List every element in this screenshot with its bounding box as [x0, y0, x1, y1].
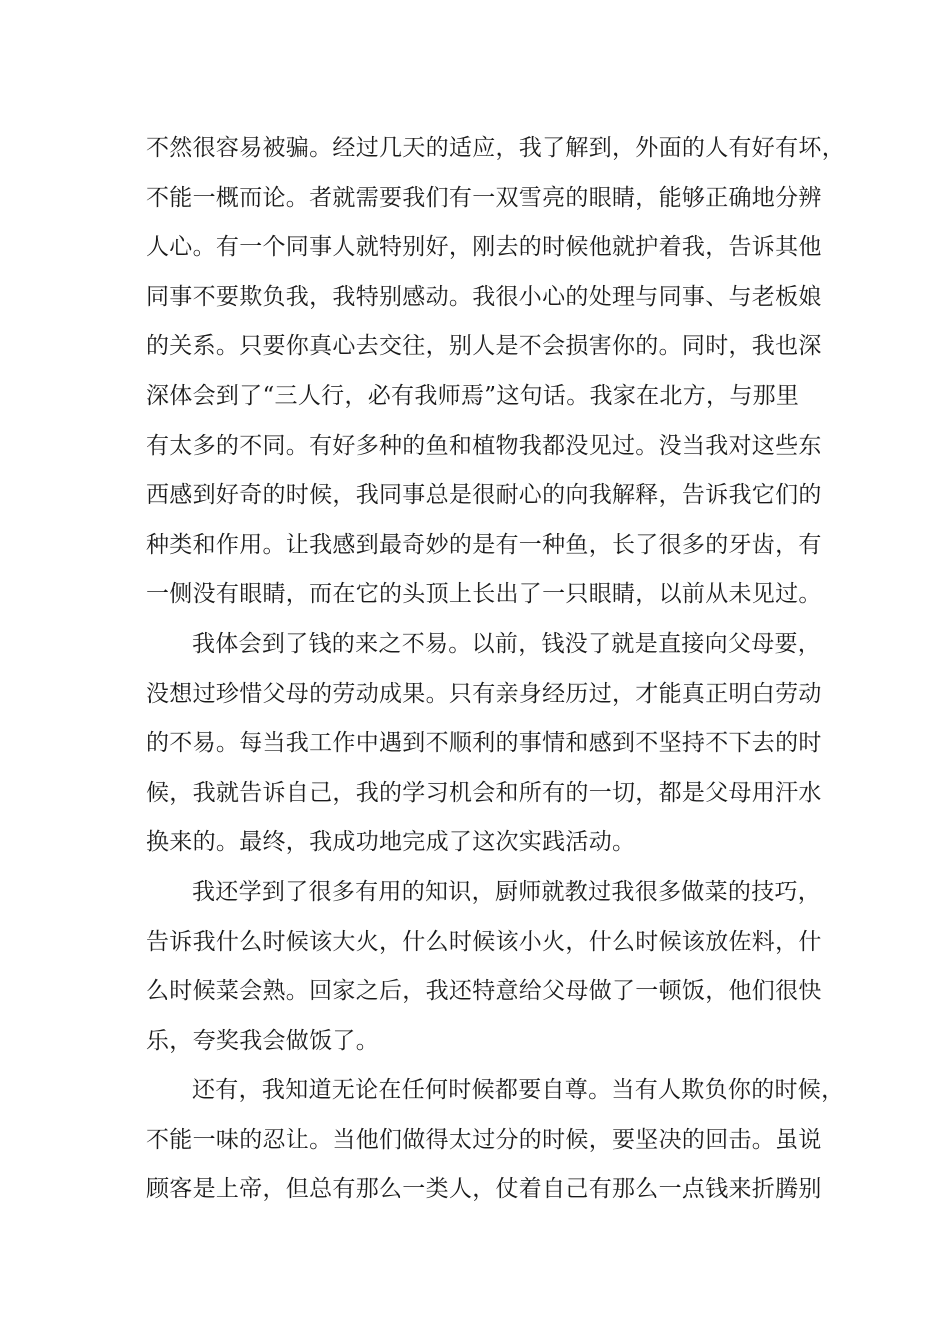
- text-line: 人心。有一个同事人就特别好，刚去的时候他就护着我，告诉其他: [146, 234, 822, 261]
- text-line: 不然很容易被骗。经过几天的适应，我了解到，外面的人有好有坏，: [146, 135, 845, 161]
- document-body: [146, 124, 845, 1215]
- text-line: 乐，夸奖我会做饭了。: [146, 1027, 379, 1054]
- text-line: 同事不要欺负我，我特别感动。我很小心的处理与同事、与老板娘: [146, 283, 822, 310]
- text-line: 有太多的不同。有好多种的鱼和植物我都没见过。没当我对这些东: [146, 432, 822, 459]
- text-line: 不能一味的忍让。当他们做得太过分的时候，要坚决的回击。虽说: [146, 1126, 822, 1153]
- text-line: 不能一概而论。者就需要我们有一双雪亮的眼睛，能够正确地分辨: [146, 184, 822, 211]
- text-line: 换来的。最终，我成功地完成了这次实践活动。: [146, 829, 636, 856]
- text-line: 候，我就告诉自己，我的学习机会和所有的一切，都是父母用汗水: [146, 779, 822, 806]
- text-line: 的不易。每当我工作中遇到不顺利的事情和感到不坚持不下去的时: [146, 730, 822, 757]
- text-line: 么时候菜会熟。回家之后，我还特意给父母做了一顿饭，他们很快: [146, 978, 822, 1005]
- text-line: 西感到好奇的时候，我同事总是很耐心的向我解释，告诉我它们的: [146, 482, 822, 509]
- paragraph-first-line: 还有，我知道无论在任何时候都要自尊。当有人欺负你的时候，: [192, 1077, 845, 1104]
- text-line: 告诉我什么时候该大火，什么时候该小火，什么时候该放佐料，什: [146, 928, 822, 955]
- text-line: 顾客是上帝，但总有那么一类人，仗着自己有那么一点钱来折腾别: [146, 1176, 822, 1203]
- paragraph-first-line: 我还学到了很多有用的知识，厨师就教过我很多做菜的技巧，: [192, 878, 822, 905]
- text-line: 种类和作用。让我感到最奇妙的是有一种鱼，长了很多的牙齿，有: [146, 531, 822, 558]
- paragraph-first-line: 我体会到了钱的来之不易。以前，钱没了就是直接向父母要，: [192, 630, 822, 657]
- text-line: 的关系。只要你真心去交往，别人是不会损害你的。同时，我也深: [146, 333, 822, 360]
- text-line: 一侧没有眼睛，而在它的头顶上长出了一只眼睛，以前从未见过。: [146, 581, 822, 608]
- text-line: 深体会到了“三人行，必有我师焉”这句话。我家在北方，与那里: [146, 382, 800, 409]
- text-line: 没想过珍惜父母的劳动成果。只有亲身经历过，才能真正明白劳动: [146, 680, 822, 707]
